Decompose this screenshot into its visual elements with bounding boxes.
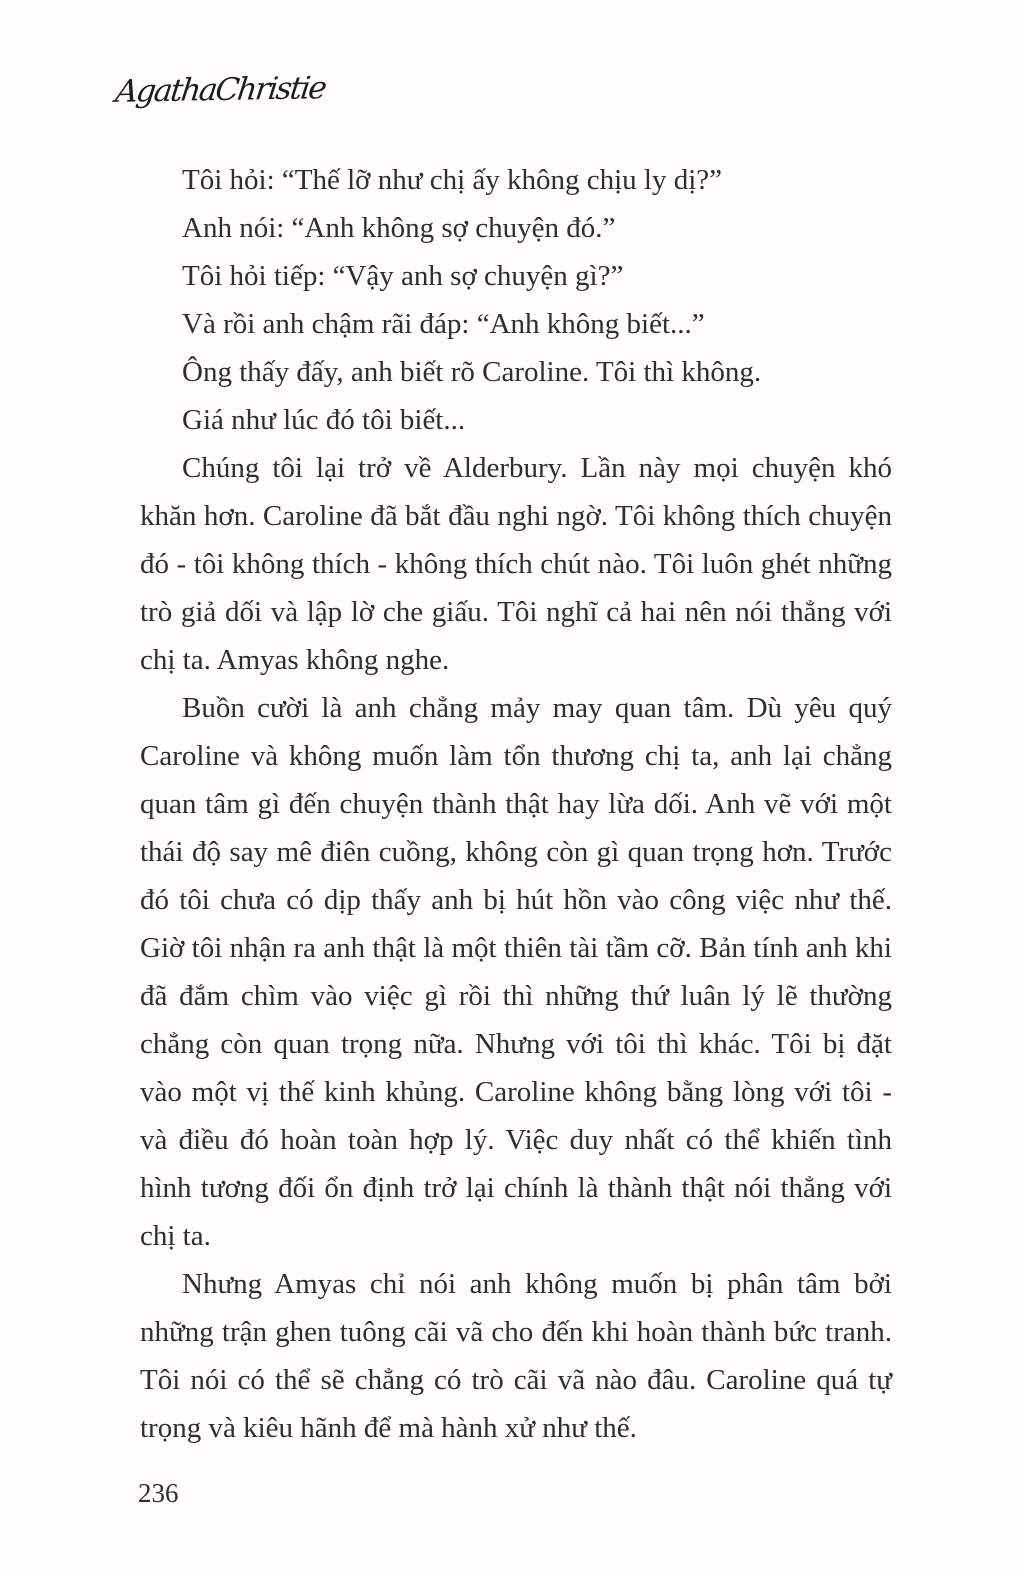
- body-text: [140, 156, 892, 1452]
- paragraph: Tôi hỏi: “Thế lỡ như chị ấy không chịu ly dị?”: [182, 164, 723, 196]
- page-number: 236: [138, 1478, 179, 1508]
- paragraph: Buồn cười là anh chẳng mảy may quan tâm. Dù yêu quý Caroline và không muốn làm tổn thương chị ta, anh lại chẳng quan tâm gì đến chuyện thành thật hay lừa dối. Anh vẽ với một thái độ say mê điên cuồng, không còn gì quan trọng hơn. Trước đó tôi chưa có dịp thấy anh bị hút hồn vào công việc như thế. Giờ tôi nhận ra anh thật là một thiên tài tầm cỡ. Bản tính anh khi đã đắm chìm vào việc gì rồi thì những thứ luân lý lẽ thường chẳng còn quan trọng nữa. Nhưng với tôi thì khác. Tôi bị đặt vào một vị thế kinh khủng. Caroline không bằng lòng với tôi - và điều đó hoàn toàn hợp lý. Việc duy nhất có thể khiến tình hình tương đối ổn định trở lại chính là thành thật nói thẳng với chị ta.: [140, 692, 892, 1252]
- paragraph: Và rồi anh chậm rãi đáp: “Anh không biết...”: [182, 308, 705, 340]
- paragraph: Chúng tôi lại trở về Alderbury. Lần này mọi chuyện khó khăn hơn. Caroline đã bắt đầu nghi ngờ. Tôi không thích chuyện đó - tôi không thích - không thích chút nào. Tôi luôn ghét những trò giả dối và lập lờ che giấu. Tôi nghĩ cả hai nên nói thẳng với chị ta. Amyas không nghe.: [140, 452, 892, 676]
- author-signature-logo: AgathaChristie: [113, 70, 328, 110]
- paragraph: Nhưng Amyas chỉ nói anh không muốn bị phân tâm bởi những trận ghen tuông cãi vã cho đến khi hoàn thành bức tranh. Tôi nói có thể sẽ chẳng có trò cãi vã nào đâu. Caroline quá tự trọng và kiêu hãnh để mà hành xử như thế.: [140, 1268, 892, 1444]
- paragraph: Anh nói: “Anh không sợ chuyện đó.”: [182, 212, 616, 244]
- paragraph: Giá như lúc đó tôi biết...: [182, 404, 466, 436]
- paragraph: Ông thấy đấy, anh biết rõ Caroline. Tôi thì không.: [182, 356, 762, 388]
- paragraph: Tôi hỏi tiếp: “Vậy anh sợ chuyện gì?”: [182, 260, 624, 292]
